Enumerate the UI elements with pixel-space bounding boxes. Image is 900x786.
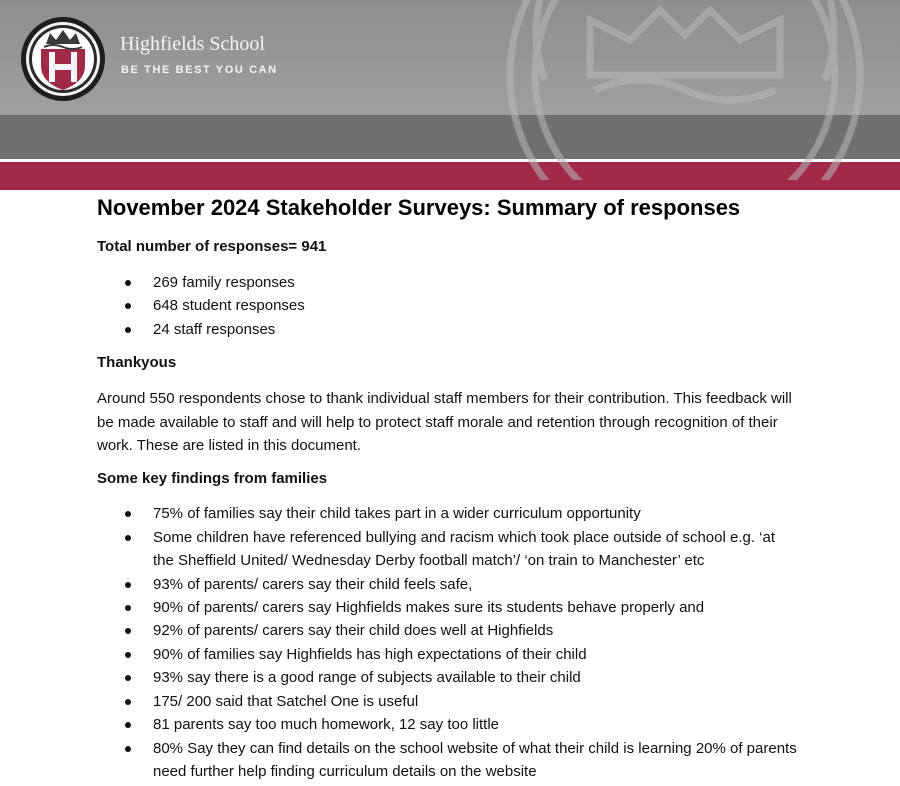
list-item: Some children have referenced bullying and racism which took place outside of school e.g. ‘at the Sheffield United/ Wednesday Derby football match’/ ‘on train to Manchester’ etc [97, 526, 797, 573]
school-tagline: BE THE BEST YOU CAN [121, 64, 278, 76]
list-item: 93% of parents/ carers say their child feels safe, [97, 573, 797, 596]
bullet-icon [125, 280, 131, 286]
bullet-icon [125, 722, 131, 728]
family-findings-list [97, 502, 797, 783]
bullet-icon [125, 746, 131, 752]
list-item: 175/ 200 said that Satchel One is useful [97, 690, 797, 713]
list-item: 648 student responses [97, 294, 797, 317]
bullet-icon [125, 327, 131, 333]
list-item: 75% of families say their child takes part in a wider curriculum opportunity [97, 502, 797, 525]
families-heading: Some key findings from families [97, 470, 328, 488]
bullet-icon [125, 699, 131, 705]
document-body [97, 192, 797, 783]
thankyous-heading: Thankyous [97, 354, 177, 372]
list-item: 24 staff responses [97, 318, 797, 341]
bullet-icon [125, 535, 131, 541]
bullet-icon [125, 582, 131, 588]
list-item: 269 family responses [97, 271, 797, 294]
school-crest-icon [20, 16, 106, 102]
school-name: Highfields School [120, 33, 265, 55]
bullet-icon [125, 652, 131, 658]
response-count-list [97, 271, 797, 341]
thankyous-paragraph: Around 550 respondents chose to thank individual staff members for their contribution. This feedback will be made available to staff and will help to protect staff morale and retention through recognition of their work. These are listed in this document. [97, 390, 792, 455]
bullet-icon [125, 628, 131, 634]
list-item: 90% of parents/ carers say Highfields makes sure its students behave properly and [97, 596, 797, 619]
bullet-icon [125, 511, 131, 517]
list-item: 81 parents say too much homework, 12 say too little [97, 713, 797, 736]
bullet-icon [125, 675, 131, 681]
total-responses: Total number of responses= 941 [97, 238, 327, 255]
bullet-icon [125, 303, 131, 309]
page-header [0, 0, 900, 190]
document-title: November 2024 Stakeholder Surveys: Summary of responses [97, 195, 741, 220]
bullet-icon [125, 605, 131, 611]
list-item: 93% say there is a good range of subjects available to their child [97, 666, 797, 689]
list-item: 80% Say they can find details on the school website of what their child is learning 20% of parents need further help finding curriculum details on the website [97, 737, 797, 784]
list-item: 90% of families say Highfields has high expectations of their child [97, 643, 797, 666]
crest-watermark-icon [470, 0, 900, 180]
list-item: 92% of parents/ carers say their child does well at Highfields [97, 619, 797, 642]
